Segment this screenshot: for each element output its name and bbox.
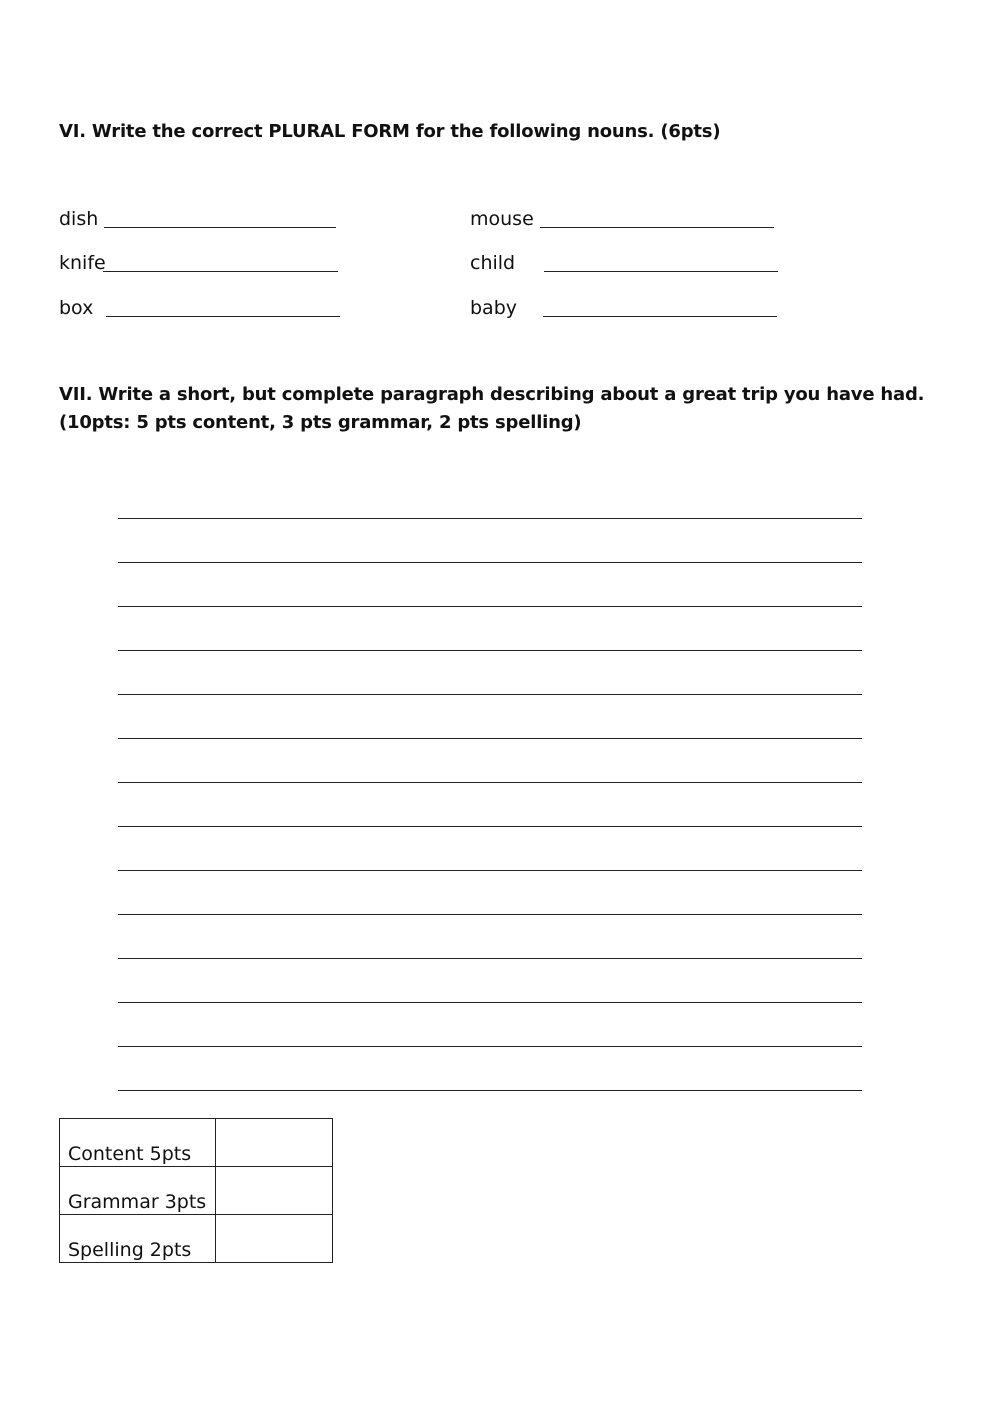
noun-label: baby (470, 297, 518, 319)
writing-line[interactable] (118, 518, 862, 519)
writing-line[interactable] (118, 606, 862, 607)
writing-line[interactable] (118, 1090, 862, 1091)
answer-blank[interactable] (106, 316, 340, 317)
answer-blank[interactable] (544, 271, 778, 272)
writing-line[interactable] (118, 870, 862, 871)
score-value-cell[interactable] (216, 1167, 333, 1215)
noun-label: box (59, 297, 94, 319)
writing-line[interactable] (118, 562, 862, 563)
noun-label: dish (59, 208, 99, 230)
answer-blank[interactable] (104, 227, 336, 228)
writing-line[interactable] (118, 738, 862, 739)
score-value-cell[interactable] (216, 1215, 333, 1263)
noun-label: child (470, 252, 516, 274)
score-row-content (60, 1119, 333, 1167)
writing-line[interactable] (118, 914, 862, 915)
score-label: Spelling 2pts (60, 1215, 216, 1263)
noun-label: knife (59, 252, 106, 274)
score-value-cell[interactable] (216, 1119, 333, 1167)
section-7-heading-line-1: VII. Write a short, but complete paragraph describing about a great trip you have had. (59, 384, 925, 405)
writing-line[interactable] (118, 1002, 862, 1003)
score-table (59, 1118, 333, 1263)
answer-blank[interactable] (540, 227, 774, 228)
writing-line[interactable] (118, 694, 862, 695)
writing-line[interactable] (118, 650, 862, 651)
score-row-grammar (60, 1167, 333, 1215)
noun-label: mouse (470, 208, 534, 230)
writing-line[interactable] (118, 1046, 862, 1047)
section-7-heading (59, 381, 959, 437)
writing-line[interactable] (118, 826, 862, 827)
section-6-heading: VI. Write the correct PLURAL FORM for the following nouns. (6pts) (59, 121, 721, 142)
section-7-heading-line-2: (10pts: 5 pts content, 3 pts grammar, 2 pts spelling) (59, 412, 582, 433)
score-label: Grammar 3pts (60, 1167, 216, 1215)
score-row-spelling (60, 1215, 333, 1263)
answer-blank[interactable] (103, 271, 338, 272)
writing-line[interactable] (118, 782, 862, 783)
writing-line[interactable] (118, 958, 862, 959)
answer-blank[interactable] (543, 316, 777, 317)
score-label: Content 5pts (60, 1119, 216, 1167)
